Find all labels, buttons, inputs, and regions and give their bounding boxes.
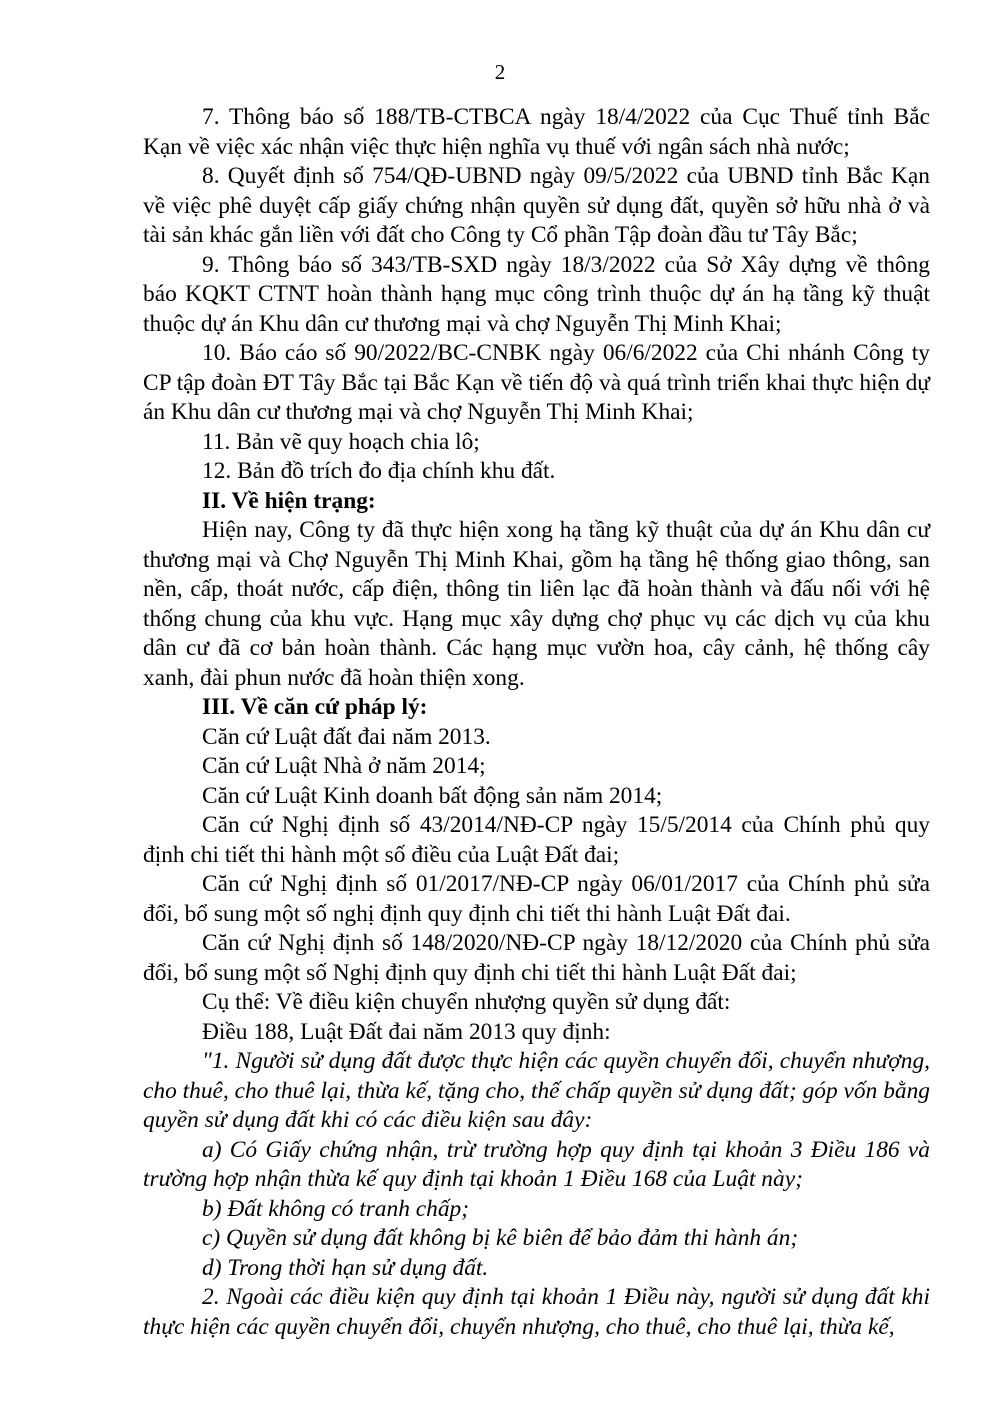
legal-basis-housing-law: Căn cứ Luật Nhà ở năm 2014;	[202, 753, 486, 779]
legal-basis-decree-148: Căn cứ Nghị định số 148/2020/NĐ-CP ngày 18/12/2020 của Chính phủ sửa đổi, bổ sung một số Nghị định quy định chi tiết thi hành Luật Đất đai;	[143, 930, 930, 986]
paragraph-current-status: Hiện nay, Công ty đã thực hiện xong hạ tầng kỹ thuật của dự án Khu dân cư thương mại và Chợ Nguyễn Thị Minh Khai, gồm hạ tầng hệ thống giao thông, san nền, cấp, thoát nước, cấp điện, thông tin liên lạc đã hoàn thành và đấu nối với hệ thống chung của khu vực. Hạng mục xây dựng chợ phục vụ các dịch vụ của khu dân cư đã cơ bản hoàn thành. Các hạng mục vườn hoa, cây cảnh, hệ thống cây xanh, đài phun nước đã hoàn thiện xong.	[143, 517, 930, 691]
legal-basis-land-law: Căn cứ Luật đất đai năm 2013.	[202, 723, 491, 750]
legal-basis-decree-01: Căn cứ Nghị định số 01/2017/NĐ-CP ngày 06/01/2017 của Chính phủ sửa đổi, bổ sung một số nghị định quy định chi tiết thi hành Luật Đất đai.	[143, 871, 930, 927]
paragraph-article-188: Điều 188, Luật Đất đai năm 2013 quy định:	[202, 1018, 611, 1045]
section-heading-current-status: II. Về hiện trạng:	[202, 487, 376, 514]
quote-clause-1b: b) Đất không có tranh chấp;	[202, 1195, 469, 1222]
quote-clause-1d: d) Trong thời hạn sử dụng đất.	[202, 1254, 489, 1281]
document-body	[143, 103, 930, 1342]
paragraph-item-11: 11. Bản vẽ quy hoạch chia lô;	[202, 428, 480, 455]
legal-basis-real-estate-law: Căn cứ Luật Kinh doanh bất động sản năm 2014;	[202, 782, 663, 809]
page-number: 2	[494, 60, 506, 84]
paragraph-transfer-conditions: Cụ thể: Về điều kiện chuyển nhượng quyền sử dụng đất:	[202, 989, 731, 1015]
section-heading-legal-basis: III. Về căn cứ pháp lý:	[202, 694, 428, 720]
quote-clause-1c: c) Quyền sử dụng đất không bị kê biên để bảo đảm thi hành án;	[202, 1225, 799, 1251]
quote-clause-1a: a) Có Giấy chứng nhận, trừ trường hợp quy định tại khoản 3 Điều 186 và trường hợp nhận thừa kế quy định tại khoản 1 Điều 168 của Luật này;	[143, 1136, 930, 1192]
paragraph-item-10: 10. Báo cáo số 90/2022/BC-CNBK ngày 06/6/2022 của Chi nhánh Công ty CP tập đoàn ĐT Tây Bắc tại Bắc Kạn về tiến độ và quá trình triển khai thực hiện dự án Khu dân cư thương mại và chợ Nguyễn Thị Minh Khai;	[143, 340, 930, 425]
paragraph-item-7: 7. Thông báo số 188/TB-CTBCA ngày 18/4/2022 của Cục Thuế tỉnh Bắc Kạn về việc xác nhận việc thực hiện nghĩa vụ thuế với ngân sách nhà nước;	[143, 104, 930, 160]
quote-clause-1: "1. Người sử dụng đất được thực hiện các quyền chuyển đổi, chuyển nhượng, cho thuê, cho thuê lại, thừa kế, tặng cho, thế chấp quyền sử dụng đất; góp vốn bằng quyền sử dụng đất khi có các điều kiện sau đây:	[143, 1048, 930, 1133]
paragraph-item-12: 12. Bản đồ trích đo địa chính khu đất.	[202, 458, 556, 484]
paragraph-item-8: 8. Quyết định số 754/QĐ-UBND ngày 09/5/2022 của UBND tỉnh Bắc Kạn về việc phê duyệt cấp giấy chứng nhận quyền sử dụng đất, quyền sở hữu nhà ở và tài sản khác gắn liền với đất cho Công ty Cổ phần Tập đoàn đầu tư Tây Bắc;	[143, 163, 930, 248]
legal-basis-decree-43: Căn cứ Nghị định số 43/2014/NĐ-CP ngày 15/5/2014 của Chính phủ quy định chi tiết thi hành một số điều của Luật Đất đai;	[143, 812, 930, 868]
paragraph-item-9: 9. Thông báo số 343/TB-SXD ngày 18/3/2022 của Sở Xây dựng về thông báo KQKT CTNT hoàn thành hạng mục công trình thuộc dự án hạ tầng kỹ thuật thuộc dự án Khu dân cư thương mại và chợ Nguyễn Thị Minh Khai;	[143, 251, 930, 337]
quote-clause-2: 2. Ngoài các điều kiện quy định tại khoản 1 Điều này, người sử dụng đất khi thực hiện các quyền chuyển đổi, chuyển nhượng, cho thuê, cho thuê lại, thừa kế,	[143, 1284, 930, 1340]
